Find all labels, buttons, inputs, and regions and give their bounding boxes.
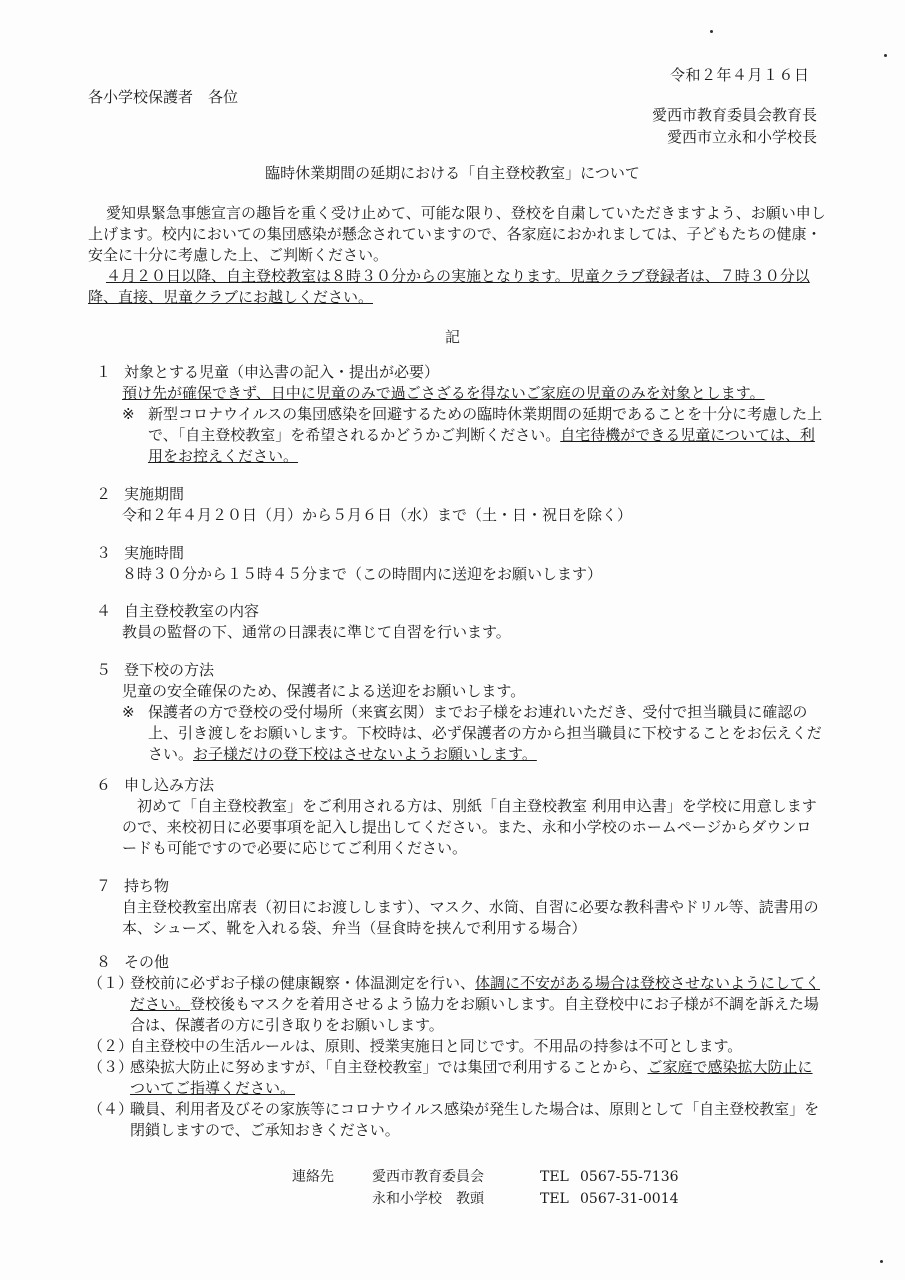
section-heading: 自主登校教室の内容	[124, 602, 260, 620]
section-number: ５	[96, 661, 112, 679]
list-item	[88, 1057, 826, 1099]
item-text: 感染拡大防止に努めますが、「自主登校教室」では集団で利用することから、	[130, 1058, 648, 1076]
section-heading: 実施時間	[124, 544, 185, 562]
section-note	[96, 404, 826, 467]
section-text: 教員の監督の下、通常の日課表に準じて自習を行います。	[122, 623, 511, 641]
section-number: ６	[96, 776, 112, 794]
sender-line-2: 愛西市立永和小学校長	[666, 128, 817, 146]
section-6	[96, 775, 826, 859]
note-emphasis: お子様だけの登下校はさせないようお願いします。	[193, 745, 537, 763]
note-text: 保護者の方で登校の受付場所（来賓玄関）までお子様をお連れいただき、受付で担当職員に確認の上、引き渡しをお願いします。下校時は、必ず保護者の方から担当職員に下校することをお伝えください。	[148, 703, 822, 763]
ki-heading: 記	[444, 328, 460, 346]
section-number: ４	[96, 602, 112, 620]
item-emphasis: 体調に不安がある場合は登校させないようにしてください。	[130, 974, 821, 1013]
scan-speck	[710, 30, 713, 33]
scan-speck	[880, 1260, 883, 1263]
note-mark: ※	[122, 703, 135, 721]
section-text: 令和２年４月２０日（月）から５月６日（水）まで（土・日・祝日を除く）	[122, 506, 633, 524]
section-number: ３	[96, 544, 112, 562]
list-item	[88, 1036, 826, 1057]
section-number: ２	[96, 485, 112, 503]
section-7	[96, 876, 826, 939]
intro-paragraph-1: 愛知県緊急事態宣言の趣旨を重く受け止めて、可能な限り、登校を自粛していただきますよう、お願い申し上げます。校内においての集団感染が懸念されていますので、各家庭におかれましては、子どもたちの健康・安全に十分に考慮した上、ご判断ください。	[88, 204, 826, 264]
section-text: 自主登校教室出席表（初日にお渡しします）、マスク、水筒、自習に必要な教科書やドリル等、読書用の本、シューズ、靴を入れる袋、弁当（昼食時を挟んで利用する場合）	[122, 898, 819, 937]
note-mark: ※	[122, 405, 135, 423]
scan-speck	[884, 54, 887, 57]
sender	[652, 104, 817, 148]
item-number: （３）	[88, 1058, 134, 1076]
item-number: （１）	[88, 974, 134, 992]
section-text: ８時３０分から１５時４５分まで（この時間内に送迎をお願いします）	[122, 565, 603, 583]
section-4	[96, 601, 826, 643]
section-heading: 登下校の方法	[124, 661, 215, 679]
contact-org-2: 永和小学校 教頭	[372, 1191, 484, 1207]
item-text: 職員、利用者及びその家族等にコロナウイルス感染が発生した場合は、原則として「自主登校教室」を閉鎖しますので、ご承知おきください。	[130, 1100, 820, 1139]
section-8	[88, 952, 826, 1141]
sender-line-1: 愛西市教育委員会教育長	[651, 106, 817, 124]
contact-tel-label-1: TEL	[540, 1169, 569, 1185]
section-heading: 実施期間	[124, 485, 185, 503]
contact-block	[292, 1166, 679, 1210]
section-number: ８	[96, 953, 112, 971]
item-text-cont: 登校後もマスクを着用させるよう協力をお願いします。自主登校中にお子様が不調を訴えた場合は、保護者の方に引き取りをお願いします。	[130, 995, 819, 1034]
contact-tel-label-2: TEL	[540, 1191, 569, 1207]
section-2	[96, 484, 826, 526]
addressee: 各小学校保護者 各位	[88, 88, 239, 106]
section-text: 預け先が確保できず、日中に児童のみで過ごさざるを得ないご家庭の児童のみを対象とします。	[122, 384, 765, 402]
section-5	[96, 660, 826, 765]
item-emphasis: ご家庭で感染拡大防止についてご指導ください。	[130, 1058, 813, 1097]
item-number: （２）	[88, 1037, 134, 1055]
section-heading: 持ち物	[124, 877, 170, 895]
intro	[88, 203, 828, 308]
contact-tel-1: 0567-55-7136	[580, 1169, 679, 1185]
document-title: 臨時休業期間の延期における「自主登校教室」について	[265, 164, 640, 182]
item-text: 登校前に必ずお子様の健康観察・体温測定を行い、	[130, 974, 476, 992]
section-number: １	[96, 363, 112, 381]
item-text: 自主登校中の生活ルールは、原則、授業実施日と同じです。不用品の持参は不可とします。	[130, 1037, 743, 1055]
section-3	[96, 543, 826, 585]
date: 令和２年４月１６日	[670, 66, 810, 84]
section-number: ７	[96, 877, 112, 895]
contact-tel-2: 0567-31-0014	[580, 1191, 679, 1207]
list-item	[88, 1099, 826, 1141]
intro-paragraph-2: ４月２０日以降、自主登校教室は８時３０分からの実施となります。児童クラブ登録者は、７時３０分以降、直接、児童クラブにお越しください。	[88, 267, 810, 306]
contact-label: 連絡先	[292, 1169, 334, 1185]
list-item	[88, 973, 826, 1036]
section-note	[96, 702, 826, 765]
section-text: 初めて「自主登校教室」をご利用される方は、別紙「自主登校教室 利用申込書」を学校に用意しますので、来校初日に必要事項を記入し提出してください。また、永和小学校のホームページからダウンロードも可能ですので必要に応じてご利用ください。	[122, 797, 817, 857]
contact-org-1: 愛西市教育委員会	[372, 1169, 484, 1185]
section-1	[96, 362, 826, 467]
section-heading: 対象とする児童（申込書の記入・提出が必要）	[124, 363, 440, 381]
note-emphasis: 自宅待機ができる児童については、利用をお控えください。	[148, 426, 815, 465]
item-number: （４）	[88, 1100, 134, 1118]
section-heading: その他	[124, 953, 170, 971]
section-text: 児童の安全確保のため、保護者による送迎をお願いします。	[122, 682, 526, 700]
section-heading: 申し込み方法	[124, 776, 215, 794]
note-text: 新型コロナウイルスの集団感染を回避するための臨時休業期間の延期であることを十分に考慮した上で、「自主登校教室」を希望されるかどうかご判断ください。	[148, 405, 823, 444]
